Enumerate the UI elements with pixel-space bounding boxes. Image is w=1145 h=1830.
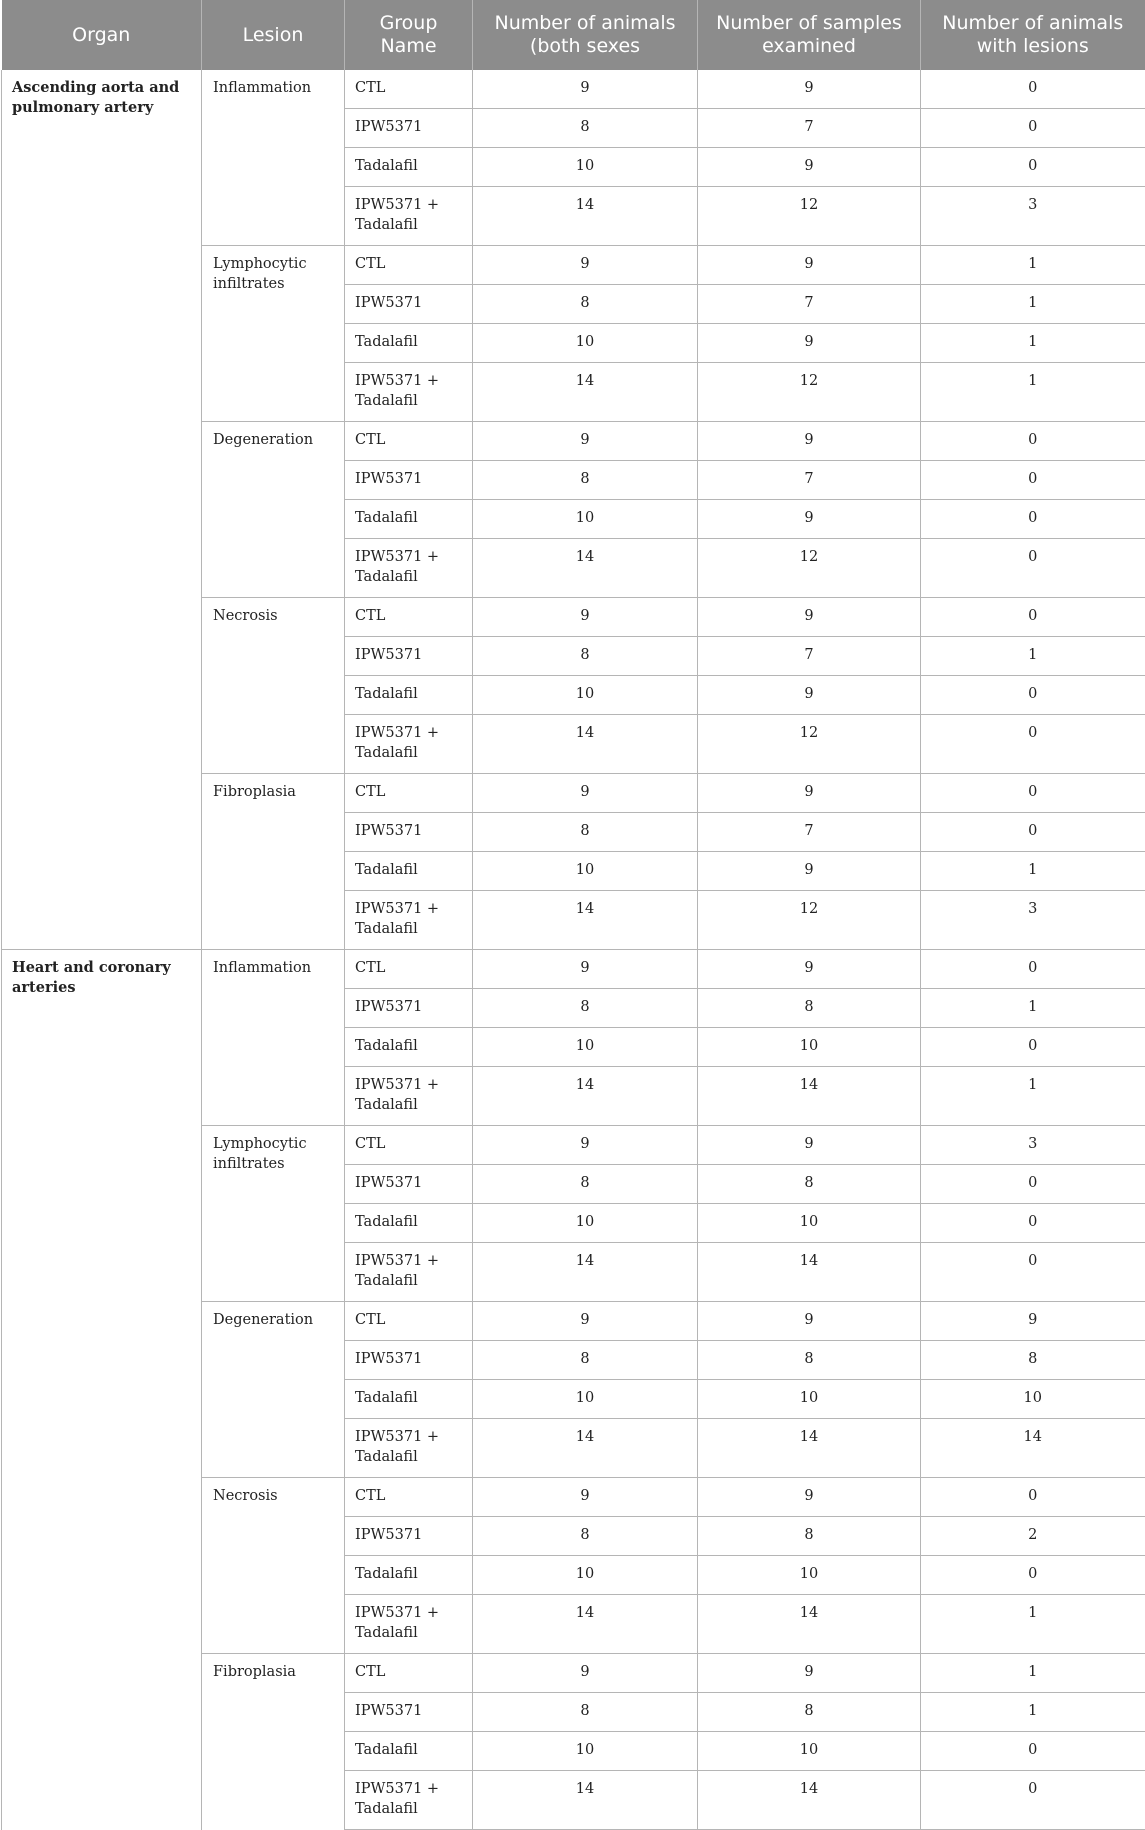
animals-with-lesions-cell: 3 — [921, 1126, 1145, 1165]
animals-with-lesions-cell: 14 — [921, 1419, 1145, 1478]
number-of-samples-cell: 12 — [698, 715, 921, 774]
number-of-animals-cell: 9 — [473, 246, 698, 285]
group-name-cell: Tadalafil — [345, 324, 473, 363]
group-name-cell: CTL — [345, 774, 473, 813]
group-name-cell: IPW5371 — [345, 461, 473, 500]
number-of-animals-cell: 10 — [473, 1204, 698, 1243]
animals-with-lesions-cell: 1 — [921, 1067, 1145, 1126]
number-of-animals-cell: 10 — [473, 324, 698, 363]
number-of-animals-cell: 8 — [473, 1693, 698, 1732]
group-name-cell: Tadalafil — [345, 1204, 473, 1243]
number-of-samples-cell: 9 — [698, 774, 921, 813]
animals-with-lesions-cell: 0 — [921, 598, 1145, 637]
lesion-cell: Necrosis — [202, 598, 345, 774]
table-row — [2, 70, 1145, 109]
group-name-cell: IPW5371 — [345, 813, 473, 852]
number-of-samples-cell: 12 — [698, 891, 921, 950]
number-of-animals-cell: 9 — [473, 1478, 698, 1517]
animals-with-lesions-cell: 0 — [921, 1556, 1145, 1595]
lesion-cell: Inflammation — [202, 70, 345, 246]
animals-with-lesions-cell: 0 — [921, 461, 1145, 500]
header-animals-with-lesions: Number of animals with lesions — [921, 0, 1145, 70]
group-name-cell: Tadalafil — [345, 500, 473, 539]
animals-with-lesions-cell: 1 — [921, 246, 1145, 285]
animals-with-lesions-cell: 1 — [921, 989, 1145, 1028]
number-of-animals-cell: 10 — [473, 500, 698, 539]
number-of-animals-cell: 14 — [473, 1595, 698, 1654]
animals-with-lesions-cell: 1 — [921, 637, 1145, 676]
number-of-animals-cell: 14 — [473, 187, 698, 246]
group-name-cell: CTL — [345, 1126, 473, 1165]
number-of-samples-cell: 8 — [698, 1165, 921, 1204]
number-of-samples-cell: 7 — [698, 109, 921, 148]
animals-with-lesions-cell: 1 — [921, 285, 1145, 324]
number-of-animals-cell: 8 — [473, 1517, 698, 1556]
group-name-cell: IPW5371 — [345, 989, 473, 1028]
group-name-cell: IPW5371 + Tadalafil — [345, 1595, 473, 1654]
lesion-cell: Degeneration — [202, 422, 345, 598]
number-of-animals-cell: 9 — [473, 1302, 698, 1341]
number-of-samples-cell: 14 — [698, 1243, 921, 1302]
group-name-cell: IPW5371 + Tadalafil — [345, 891, 473, 950]
animals-with-lesions-cell: 0 — [921, 774, 1145, 813]
lesion-cell: Fibroplasia — [202, 774, 345, 950]
lesion-cell: Lymphocytic infiltrates — [202, 1126, 345, 1302]
animals-with-lesions-cell: 0 — [921, 1165, 1145, 1204]
number-of-animals-cell: 8 — [473, 989, 698, 1028]
animals-with-lesions-cell: 0 — [921, 950, 1145, 989]
number-of-samples-cell: 7 — [698, 285, 921, 324]
animals-with-lesions-cell: 0 — [921, 539, 1145, 598]
number-of-animals-cell: 10 — [473, 1556, 698, 1595]
group-name-cell: Tadalafil — [345, 148, 473, 187]
group-name-cell: CTL — [345, 1478, 473, 1517]
number-of-animals-cell: 10 — [473, 148, 698, 187]
animals-with-lesions-cell: 9 — [921, 1302, 1145, 1341]
animals-with-lesions-cell: 0 — [921, 148, 1145, 187]
animals-with-lesions-cell: 0 — [921, 715, 1145, 774]
animals-with-lesions-cell: 1 — [921, 1693, 1145, 1732]
animals-with-lesions-cell: 1 — [921, 1595, 1145, 1654]
animals-with-lesions-cell: 0 — [921, 676, 1145, 715]
table-row — [2, 950, 1145, 989]
group-name-cell: Tadalafil — [345, 1556, 473, 1595]
number-of-animals-cell: 14 — [473, 539, 698, 598]
number-of-samples-cell: 14 — [698, 1771, 921, 1830]
animals-with-lesions-cell: 3 — [921, 891, 1145, 950]
group-name-cell: IPW5371 — [345, 1341, 473, 1380]
number-of-samples-cell: 9 — [698, 1654, 921, 1693]
animals-with-lesions-cell: 10 — [921, 1380, 1145, 1419]
group-name-cell: CTL — [345, 1654, 473, 1693]
number-of-samples-cell: 7 — [698, 461, 921, 500]
number-of-samples-cell: 9 — [698, 148, 921, 187]
animals-with-lesions-cell: 0 — [921, 1732, 1145, 1771]
animals-with-lesions-cell: 0 — [921, 813, 1145, 852]
animals-with-lesions-cell: 0 — [921, 1204, 1145, 1243]
number-of-samples-cell: 9 — [698, 1126, 921, 1165]
number-of-samples-cell: 10 — [698, 1204, 921, 1243]
number-of-samples-cell: 7 — [698, 813, 921, 852]
group-name-cell: IPW5371 — [345, 285, 473, 324]
header-lesion: Lesion — [202, 0, 345, 70]
header-group-name: Group Name — [345, 0, 473, 70]
group-name-cell: IPW5371 — [345, 637, 473, 676]
number-of-animals-cell: 8 — [473, 637, 698, 676]
number-of-animals-cell: 9 — [473, 422, 698, 461]
number-of-animals-cell: 8 — [473, 813, 698, 852]
organ-cell: Ascending aorta and pulmonary artery — [2, 70, 202, 950]
header-organ: Organ — [2, 0, 202, 70]
number-of-samples-cell: 8 — [698, 1693, 921, 1732]
number-of-samples-cell: 9 — [698, 500, 921, 539]
number-of-animals-cell: 14 — [473, 1243, 698, 1302]
group-name-cell: IPW5371 + Tadalafil — [345, 187, 473, 246]
number-of-animals-cell: 8 — [473, 1341, 698, 1380]
lesion-table — [1, 0, 1145, 1830]
group-name-cell: CTL — [345, 598, 473, 637]
organ-cell: Heart and coronary arteries — [2, 950, 202, 1830]
header-number-of-animals: Number of animals (both sexes — [473, 0, 698, 70]
number-of-animals-cell: 9 — [473, 70, 698, 109]
animals-with-lesions-cell: 1 — [921, 852, 1145, 891]
number-of-samples-cell: 10 — [698, 1556, 921, 1595]
animals-with-lesions-cell: 0 — [921, 109, 1145, 148]
number-of-animals-cell: 10 — [473, 1732, 698, 1771]
group-name-cell: CTL — [345, 422, 473, 461]
number-of-samples-cell: 12 — [698, 539, 921, 598]
header-number-of-samples: Number of samples examined — [698, 0, 921, 70]
number-of-samples-cell: 12 — [698, 363, 921, 422]
number-of-animals-cell: 9 — [473, 598, 698, 637]
group-name-cell: CTL — [345, 1302, 473, 1341]
lesion-cell: Inflammation — [202, 950, 345, 1126]
group-name-cell: Tadalafil — [345, 1380, 473, 1419]
animals-with-lesions-cell: 0 — [921, 1243, 1145, 1302]
lesion-cell: Fibroplasia — [202, 1654, 345, 1830]
number-of-animals-cell: 8 — [473, 109, 698, 148]
group-name-cell: IPW5371 + Tadalafil — [345, 1771, 473, 1830]
group-name-cell: CTL — [345, 950, 473, 989]
number-of-samples-cell: 8 — [698, 989, 921, 1028]
number-of-samples-cell: 9 — [698, 676, 921, 715]
group-name-cell: IPW5371 — [345, 1693, 473, 1732]
number-of-samples-cell: 8 — [698, 1341, 921, 1380]
animals-with-lesions-cell: 0 — [1028, 80, 1038, 96]
group-name-cell: IPW5371 + Tadalafil — [345, 715, 473, 774]
number-of-samples-cell: 12 — [698, 187, 921, 246]
group-name-cell: IPW5371 — [345, 1517, 473, 1556]
number-of-samples-cell: 9 — [698, 324, 921, 363]
group-name-cell: Tadalafil — [345, 852, 473, 891]
number-of-samples-cell: 8 — [698, 1517, 921, 1556]
number-of-samples-cell: 9 — [698, 950, 921, 989]
animals-with-lesions-cell: 0 — [921, 500, 1145, 539]
group-name-cell: Tadalafil — [345, 1732, 473, 1771]
number-of-animals-cell: 14 — [473, 1771, 698, 1830]
number-of-samples-cell: 9 — [698, 1302, 921, 1341]
table-body — [2, 70, 1145, 1830]
number-of-animals-cell: 14 — [473, 891, 698, 950]
number-of-animals-cell: 9 — [473, 774, 698, 813]
animals-with-lesions-cell: 0 — [921, 422, 1145, 461]
number-of-samples-cell: 14 — [698, 1595, 921, 1654]
number-of-animals-cell: 14 — [473, 1419, 698, 1478]
group-name-cell: IPW5371 + Tadalafil — [345, 1419, 473, 1478]
number-of-animals-cell: 8 — [473, 1165, 698, 1204]
animals-with-lesions-cell: 0 — [921, 1478, 1145, 1517]
animals-with-lesions-cell: 8 — [921, 1341, 1145, 1380]
animals-with-lesions-cell: 3 — [921, 187, 1145, 246]
number-of-animals-cell: 9 — [473, 950, 698, 989]
animals-with-lesions-cell: 1 — [921, 363, 1145, 422]
group-name-cell: Tadalafil — [345, 676, 473, 715]
group-name-cell: CTL — [345, 70, 473, 109]
number-of-samples-cell: 14 — [698, 1419, 921, 1478]
number-of-animals-cell: 14 — [473, 363, 698, 422]
number-of-animals-cell: 9 — [473, 1654, 698, 1693]
lesion-cell: Lymphocytic infiltrates — [202, 246, 345, 422]
number-of-samples-cell: 9 — [698, 70, 921, 109]
group-name-cell: IPW5371 — [345, 109, 473, 148]
number-of-samples-cell: 9 — [698, 1478, 921, 1517]
number-of-samples-cell: 9 — [698, 422, 921, 461]
group-name-cell: IPW5371 + Tadalafil — [345, 1067, 473, 1126]
number-of-samples-cell: 9 — [698, 598, 921, 637]
number-of-samples-cell: 10 — [698, 1028, 921, 1067]
number-of-animals-cell: 10 — [473, 1380, 698, 1419]
number-of-animals-cell: 8 — [473, 461, 698, 500]
group-name-cell: IPW5371 + Tadalafil — [345, 539, 473, 598]
animals-with-lesions-cell: 2 — [921, 1517, 1145, 1556]
number-of-samples-cell: 9 — [698, 246, 921, 285]
group-name-cell: IPW5371 + Tadalafil — [345, 363, 473, 422]
number-of-samples-cell: 14 — [698, 1067, 921, 1126]
number-of-animals-cell: 10 — [473, 1028, 698, 1067]
animals-with-lesions-cell: 0 — [921, 1028, 1145, 1067]
group-name-cell: CTL — [345, 246, 473, 285]
number-of-samples-cell: 7 — [698, 637, 921, 676]
number-of-samples-cell: 10 — [698, 1380, 921, 1419]
number-of-animals-cell: 10 — [473, 852, 698, 891]
number-of-animals-cell: 14 — [473, 715, 698, 774]
lesion-cell: Degeneration — [202, 1302, 345, 1478]
number-of-animals-cell: 14 — [473, 1067, 698, 1126]
animals-with-lesions-cell: 1 — [921, 324, 1145, 363]
number-of-samples-cell: 9 — [698, 852, 921, 891]
number-of-samples-cell: 10 — [698, 1732, 921, 1771]
header-row — [2, 0, 1145, 70]
number-of-animals-cell: 8 — [473, 285, 698, 324]
animals-with-lesions-cell: 0 — [921, 1771, 1145, 1830]
group-name-cell: Tadalafil — [345, 1028, 473, 1067]
number-of-animals-cell: 10 — [473, 676, 698, 715]
group-name-cell: IPW5371 — [345, 1165, 473, 1204]
lesion-cell: Necrosis — [202, 1478, 345, 1654]
animals-with-lesions-cell: 1 — [921, 1654, 1145, 1693]
group-name-cell: IPW5371 + Tadalafil — [345, 1243, 473, 1302]
number-of-animals-cell: 9 — [473, 1126, 698, 1165]
